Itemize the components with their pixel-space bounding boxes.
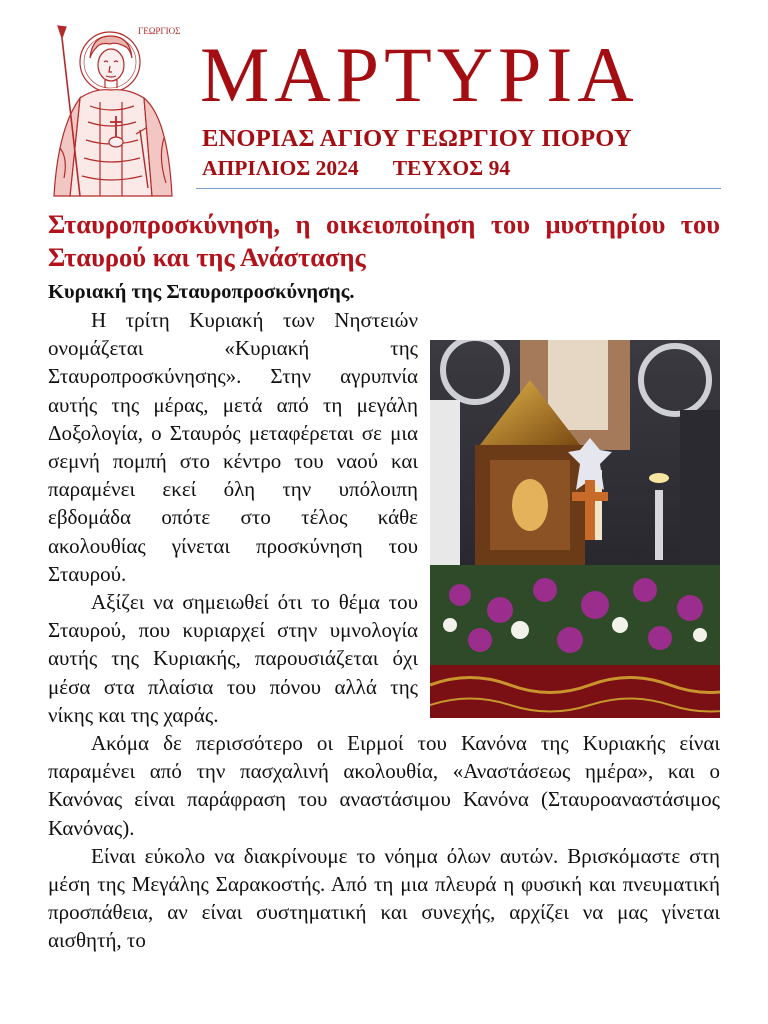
newsletter-title: ΜΑΡΤΥΡΙΑ: [200, 31, 639, 118]
paragraph-4: Είναι εύκολο να διακρίνουμε το νόημα όλων αυτών. Βρισκόμαστε στη μέση της Μεγάλης Σαρακοστής. Από τη μια πλευρά η φυσική και πνευματική προσπάθεια, αν είναι συστηματική και συνεχής, αρχίζει να μας γίνεται αισθητή, το: [48, 843, 720, 953]
parish-name: ΕΝΟΡΙΑΣ ΑΓΙΟΥ ΓΕΩΡΓΙΟΥ ΠΟΡΟΥ: [202, 125, 632, 152]
paragraph-3: Ακόμα δε περισσότερο οι Ειρμοί του Κανόνα της Κυριακής είναι παραμένει από την πασχαλινή ακολουθία, «Αναστάσεως ημέρα», και ο Κανόνας είναι παράφραση του αναστάσιμου Κανόνα (Σταυροαναστάσιμος Κανόνας).: [48, 731, 720, 840]
issue-info: [202, 156, 510, 181]
paragraph-1: Η τρίτη Κυριακή των Νηστειών ονομάζεται «Κυριακή της Σταυροπροσκύνησης». Στην αγρυπνία αυτής της μέρας, μετά από τη μεγάλη Δοξολογία, ο Σταυρός μεταφέρεται σε μια σεμνή πομπή στο κέντρο του ναού και παραμένει εκεί όλη την υπόλοιπη εβδομάδα οπότε στο τέλος κάθε ακολουθίας γίνεται προσκύνηση του Σταυρού.: [48, 306, 720, 588]
issue-number: ΤΕΥΧΟΣ 94: [392, 156, 511, 180]
saint-george-icon: [40, 18, 192, 198]
article-title: Σταυροπροσκύνηση, η οικειοποίηση του μυστηρίου του Σταυρού και της Ανάστασης: [48, 209, 720, 272]
article-body: [48, 306, 720, 955]
icon-inscription: ΓΕΩΡΓΙΟΣ: [138, 26, 181, 36]
header-divider: [196, 188, 721, 189]
article-subheading: Κυριακή της Σταυροπροσκύνησης.: [48, 281, 355, 303]
cross-veneration-photo: [430, 340, 720, 718]
issue-date: ΑΠΡΙΛΙΟΣ 2024: [202, 156, 359, 180]
paragraph-2: Αξίζει να σημειωθεί ότι το θέμα του Σταυρού, που κυριαρχεί στην υμνολογία αυτής της Κυριακής, παρουσιάζεται όχι μέσα στα πλαίσια του πόνου αλλά της νίκης και της χαράς.: [48, 590, 418, 727]
